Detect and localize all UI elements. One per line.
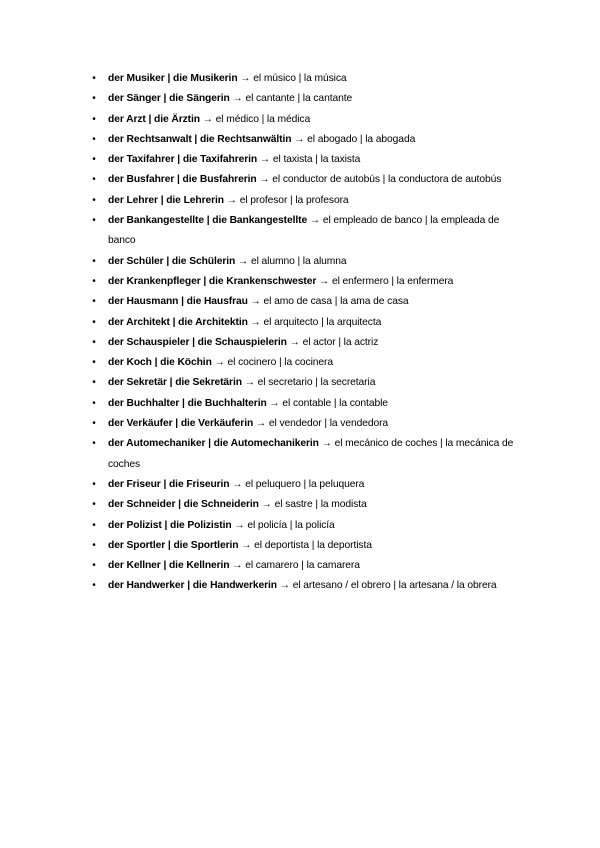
list-item [90, 495, 522, 515]
list-item [90, 313, 522, 333]
list-item [90, 69, 522, 89]
arrow-icon: → [214, 357, 225, 369]
spanish-translation: el abogado | la abogada [307, 133, 416, 145]
list-item [90, 191, 522, 211]
german-term: der Koch | die Köchin [108, 357, 212, 369]
spanish-translation: el vendedor | la vendedora [268, 418, 389, 430]
bullet-icon: • [92, 73, 96, 84]
spanish-translation: el cantante | la cantante [245, 93, 353, 105]
bullet-icon: • [92, 499, 96, 511]
bullet-icon: • [92, 357, 96, 369]
list-item [90, 272, 522, 292]
german-term: der Sekretär | die Sekretärin [108, 377, 242, 389]
list-item [90, 373, 522, 393]
spanish-translation: el amo de casa | la ama de casa [263, 296, 409, 308]
german-term: der Taxifahrer | die Taxifahrerin [108, 154, 258, 166]
german-term: der Rechtsanwalt | die Rechtsanwältin [108, 133, 292, 145]
bullet-icon: • [92, 113, 96, 125]
spanish-translation: el peluquero | la peluquera [245, 478, 365, 490]
german-term: der Hausmann | die Hausfrau [108, 296, 248, 308]
bullet-icon: • [92, 377, 96, 389]
spanish-translation: el músico | la música [253, 73, 347, 84]
german-term: der Busfahrer | die Busfahrerin [108, 174, 257, 186]
arrow-icon: → [226, 194, 237, 206]
spanish-translation: el taxista | la taxista [272, 154, 361, 166]
list-item [90, 170, 522, 190]
spanish-translation: el sastre | la modista [274, 499, 367, 511]
list-item [90, 130, 522, 150]
spanish-translation: el profesor | la profesora [239, 194, 349, 206]
spanish-translation: el empleado de banco | la empleada de banco [108, 215, 500, 247]
bullet-icon: • [92, 93, 96, 105]
arrow-icon: → [289, 336, 300, 348]
bullet-icon: • [92, 194, 96, 206]
vocabulary-list [90, 69, 522, 597]
list-item [90, 475, 522, 495]
list-item [90, 516, 522, 536]
german-term: der Schneider | die Schneiderin [108, 499, 259, 511]
arrow-icon: → [232, 560, 243, 572]
german-term: der Lehrer | die Lehrerin [108, 194, 224, 206]
arrow-icon: → [255, 418, 267, 430]
german-term: der Musiker | die Musikerin [108, 73, 238, 84]
german-term: der Sportler | die Sportlerin [108, 539, 239, 551]
bullet-icon: • [92, 519, 96, 531]
arrow-icon: → [202, 113, 213, 125]
spanish-translation: el artesano / el obrero | la artesana / la obrera [292, 580, 497, 592]
spanish-translation: el arquitecto | la arquitecta [263, 316, 382, 328]
spanish-translation: el secretario | la secretaria [257, 377, 376, 389]
bullet-icon: • [92, 255, 96, 267]
arrow-icon: → [294, 133, 305, 145]
arrow-icon: → [237, 255, 249, 267]
spanish-translation: el alumno | la alumna [250, 255, 347, 267]
list-item [90, 292, 522, 312]
list-item [90, 110, 522, 130]
spanish-translation: el conductor de autobús | la conductora de autobús [272, 174, 502, 186]
bullet-icon: • [92, 316, 96, 328]
arrow-icon: → [250, 316, 261, 328]
bullet-icon: • [92, 154, 96, 166]
arrow-icon: → [234, 519, 245, 531]
german-term: der Kellner | die Kellnerin [108, 560, 230, 572]
german-term: der Buchhalter | die Buchhalterin [108, 397, 267, 409]
arrow-icon: → [269, 397, 280, 409]
bullet-icon: • [92, 539, 96, 551]
bullet-icon: • [92, 275, 96, 287]
german-term: der Arzt | die Ärztin [108, 113, 200, 125]
german-term: der Schüler | die Schülerin [108, 255, 236, 267]
bullet-icon: • [92, 215, 96, 227]
bullet-icon: • [92, 296, 96, 308]
bullet-icon: • [92, 580, 96, 592]
arrow-icon: → [261, 499, 272, 511]
bullet-icon: • [92, 418, 96, 430]
spanish-translation: el enfermero | la enfermera [331, 275, 454, 287]
bullet-icon: • [92, 174, 96, 186]
list-item [90, 150, 522, 170]
list-item [90, 556, 522, 576]
german-term: der Bankangestellte | die Bankangestellte [108, 215, 308, 227]
list-item [90, 536, 522, 556]
list-item [90, 414, 522, 434]
german-term: der Schauspieler | die Schauspielerin [108, 336, 287, 348]
german-term: der Verkäufer | die Verkäuferin [108, 418, 254, 430]
list-item [90, 252, 522, 272]
spanish-translation: el contable | la contable [282, 397, 388, 409]
list-item [90, 333, 522, 353]
german-term: der Krankenpfleger | die Krankenschwester [108, 275, 317, 287]
german-term: der Architekt | die Architektin [108, 316, 248, 328]
arrow-icon: → [259, 174, 270, 186]
spanish-translation: el actor | la actriz [302, 336, 379, 348]
german-term: der Automechaniker | die Automechanikerin [108, 438, 319, 450]
bullet-icon: • [92, 133, 96, 145]
spanish-translation: el médico | la médica [215, 113, 311, 125]
list-item [90, 434, 522, 475]
list-item [90, 353, 522, 373]
german-term: der Polizist | die Polizistin [108, 519, 232, 531]
arrow-icon: → [232, 93, 243, 105]
german-term: der Friseur | die Friseurin [108, 478, 230, 490]
arrow-icon: → [250, 296, 261, 308]
bullet-icon: • [92, 336, 96, 348]
arrow-icon: → [241, 539, 252, 551]
spanish-translation: el policía | la policía [247, 519, 335, 531]
german-term: der Sänger | die Sängerin [108, 93, 230, 105]
spanish-translation: el cocinero | la cocinera [227, 357, 333, 369]
arrow-icon: → [244, 377, 255, 389]
list-item [90, 576, 522, 596]
bullet-icon: • [92, 397, 96, 409]
arrow-icon: → [232, 478, 243, 490]
arrow-icon: → [240, 73, 251, 84]
list-item [90, 211, 522, 252]
arrow-icon: → [259, 154, 271, 166]
german-term: der Handwerker | die Handwerkerin [108, 580, 277, 592]
spanish-translation: el mecánico de coches | la mecánica de coches [108, 438, 514, 470]
bullet-icon: • [92, 560, 96, 572]
list-item [90, 394, 522, 414]
spanish-translation: el deportista | la deportista [254, 539, 372, 551]
bullet-icon: • [92, 478, 96, 490]
bullet-icon: • [92, 438, 96, 450]
arrow-icon: → [321, 438, 332, 450]
spanish-translation: el camarero | la camarera [245, 560, 360, 572]
arrow-icon: → [279, 580, 290, 592]
arrow-icon: → [309, 215, 321, 227]
arrow-icon: → [319, 275, 330, 287]
list-item [90, 89, 522, 109]
